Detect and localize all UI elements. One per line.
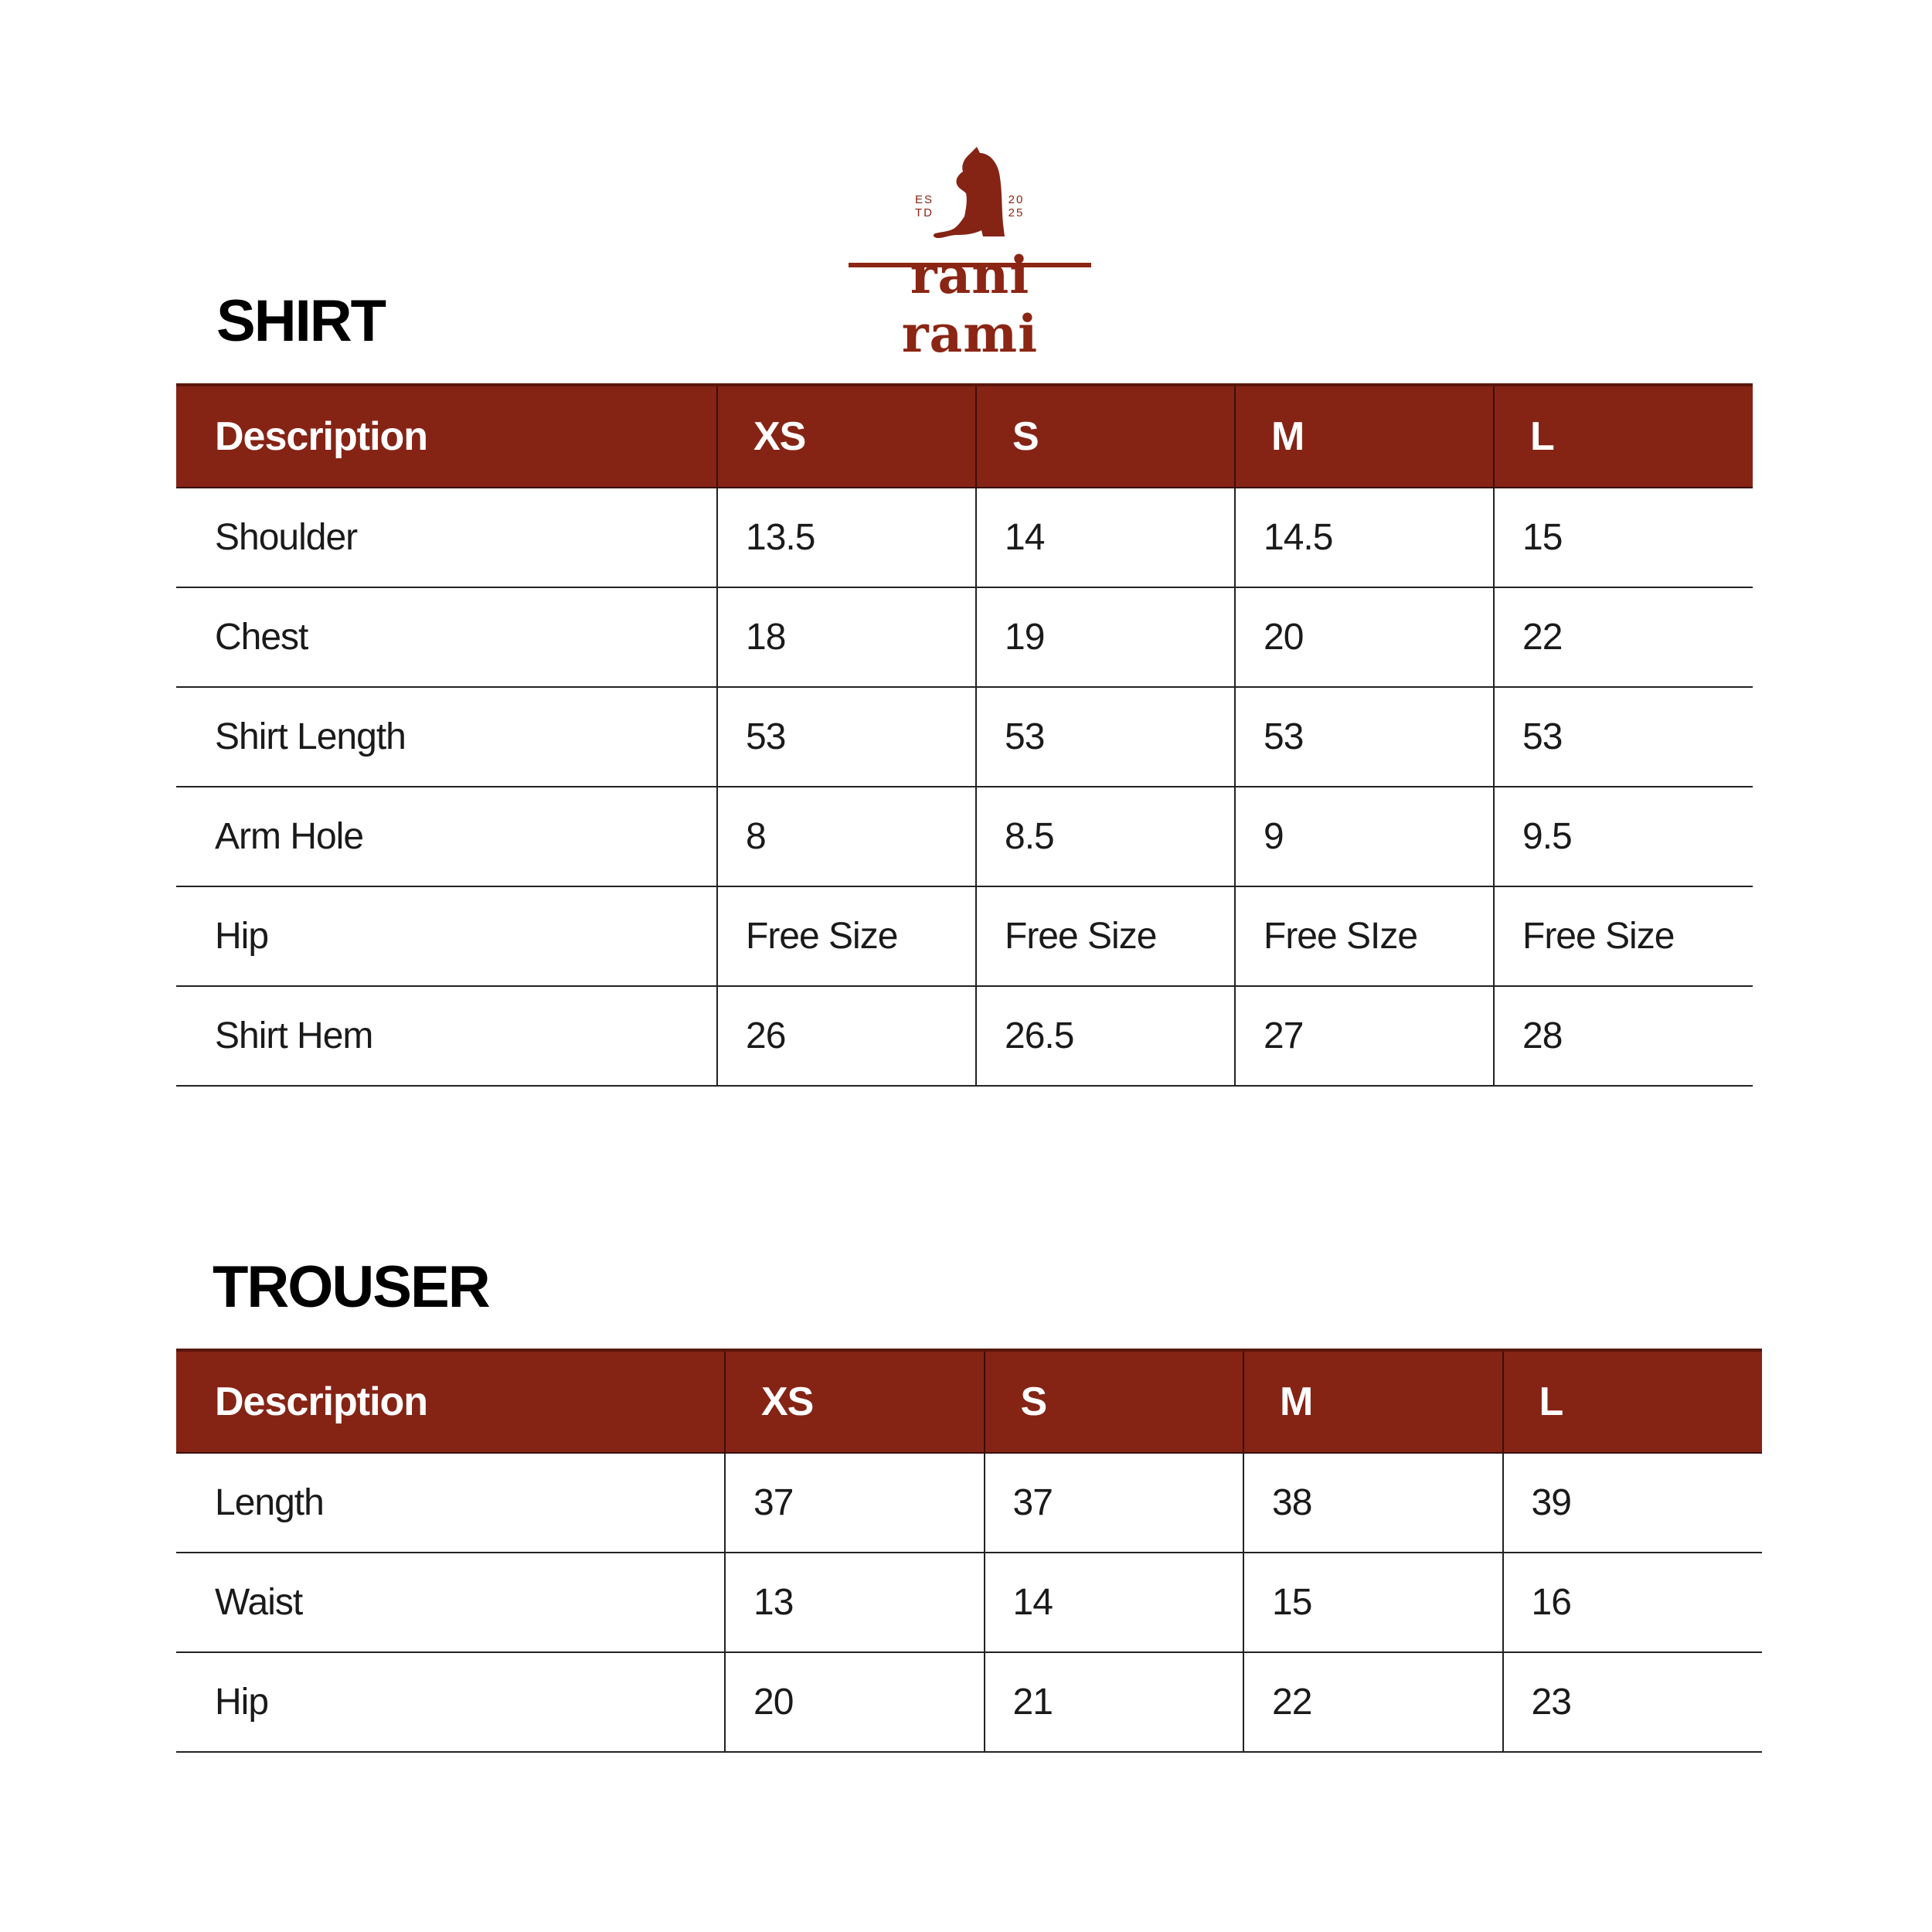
row-label: Hip <box>176 886 717 986</box>
cell-value: Free SIze <box>1235 886 1494 986</box>
cell-value: 14 <box>985 1553 1244 1652</box>
cell-value: 22 <box>1494 587 1753 687</box>
column-header-m: M <box>1235 385 1494 488</box>
cell-value: 15 <box>1243 1553 1503 1652</box>
cell-value: 53 <box>1235 687 1494 787</box>
cell-value: 20 <box>1235 587 1494 687</box>
row-label: Shirt Length <box>176 687 717 787</box>
table-header-row <box>176 385 1753 488</box>
row-label: Shirt Hem <box>176 986 717 1086</box>
table-row <box>176 488 1753 587</box>
row-label: Length <box>176 1453 725 1553</box>
cell-value: 26 <box>717 986 976 1086</box>
cell-value: 23 <box>1503 1652 1763 1752</box>
cell-value: 28 <box>1494 986 1753 1086</box>
established-year-line-1: 20 <box>1008 193 1025 206</box>
shirt-section-title: SHIRT <box>216 288 385 354</box>
row-label: Arm Hole <box>176 787 717 886</box>
table-row <box>176 787 1753 886</box>
cell-value: Free Size <box>1494 886 1753 986</box>
cell-value: 13.5 <box>717 488 976 587</box>
cell-value: 18 <box>717 587 976 687</box>
cell-value: 38 <box>1243 1453 1503 1553</box>
column-header-xs: XS <box>717 385 976 488</box>
brand-logo <box>842 147 1097 364</box>
cell-value: 14.5 <box>1235 488 1494 587</box>
cell-value: 16 <box>1503 1553 1763 1652</box>
cell-value: Free Size <box>717 886 976 986</box>
column-header-xs: XS <box>725 1350 985 1453</box>
established-label <box>909 193 940 219</box>
cell-value: 14 <box>976 488 1235 587</box>
established-year <box>1001 193 1032 219</box>
cell-value: 20 <box>725 1652 985 1752</box>
column-header-description: Description <box>176 385 717 488</box>
trouser-size-table <box>176 1349 1762 1753</box>
established-label-line-2: TD <box>915 206 934 219</box>
column-header-s: S <box>976 385 1235 488</box>
cell-value: 15 <box>1494 488 1753 587</box>
cell-value: 22 <box>1243 1652 1503 1752</box>
cell-value: 39 <box>1503 1453 1763 1553</box>
brand-name: rani rami <box>901 245 1039 364</box>
cell-value: Free Size <box>976 886 1235 986</box>
table-row <box>176 1553 1762 1652</box>
established-year-line-2: 25 <box>1008 206 1025 219</box>
cell-value: 27 <box>1235 986 1494 1086</box>
cell-value: 9 <box>1235 787 1494 886</box>
seated-panther-icon <box>927 147 1012 240</box>
column-header-s: S <box>985 1350 1244 1453</box>
column-header-m: M <box>1243 1350 1503 1453</box>
row-label: Hip <box>176 1652 725 1752</box>
trouser-section-title: TROUSER <box>213 1254 489 1320</box>
cell-value: 37 <box>725 1453 985 1553</box>
cell-value: 19 <box>976 587 1235 687</box>
cell-value: 8 <box>717 787 976 886</box>
table-row <box>176 687 1753 787</box>
row-label: Waist <box>176 1553 725 1652</box>
column-header-description: Description <box>176 1350 725 1453</box>
column-header-l: L <box>1494 385 1753 488</box>
row-label: Shoulder <box>176 488 717 587</box>
table-row <box>176 886 1753 986</box>
cell-value: 8.5 <box>976 787 1235 886</box>
cell-value: 53 <box>717 687 976 787</box>
cell-value: 53 <box>1494 687 1753 787</box>
cell-value: 53 <box>976 687 1235 787</box>
column-header-l: L <box>1503 1350 1763 1453</box>
table-row <box>176 986 1753 1086</box>
established-label-line-1: ES <box>914 193 934 206</box>
table-row <box>176 1652 1762 1752</box>
table-row <box>176 1453 1762 1553</box>
table-header-row <box>176 1350 1762 1453</box>
cell-value: 21 <box>985 1652 1244 1752</box>
cell-value: 26.5 <box>976 986 1235 1086</box>
shirt-size-table <box>176 383 1753 1087</box>
cell-value: 37 <box>985 1453 1244 1553</box>
row-label: Chest <box>176 587 717 687</box>
cell-value: 13 <box>725 1553 985 1652</box>
table-row <box>176 587 1753 687</box>
cell-value: 9.5 <box>1494 787 1753 886</box>
